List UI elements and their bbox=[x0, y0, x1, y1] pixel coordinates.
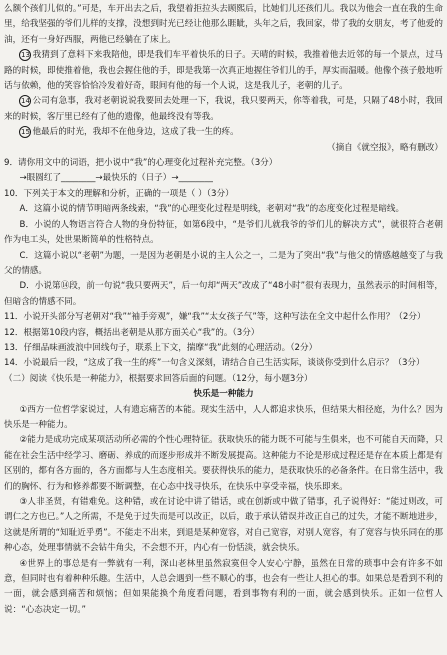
passage-paragraph-13 bbox=[4, 48, 443, 94]
article-paragraph-1-text: 西方一位哲学家说过，人有遗忘痛苦的本能。现实生活中，人人都追求快乐，但结果大相径庭，为什么？因为快乐是一种能力。 bbox=[4, 404, 443, 430]
question-11: 11．小说开头部分写老朝对“我”“袖手旁观”，嫌“我”“太女孩子气”等，这种写法在全文中起什么作用？（2分） bbox=[4, 312, 426, 323]
article-title: 快乐是一种能力 bbox=[193, 389, 254, 400]
article-paragraph-3 bbox=[4, 495, 443, 557]
article-paragraph-3-number: ③ bbox=[19, 497, 28, 507]
paragraph-14-text: 公司有急事，我对老朝说说我要回去处理一下，我说，我只要两天，你等着我，可是，只隔了48小时，我回来的时候，客厅里已经有了他的遗像，他最终没有等我。 bbox=[4, 96, 443, 122]
question-14: 14．小说最后一段，“这成了我一生的疼”一句含义深刻，请结合自己生活实际，谈谈你受到什么启示？（3分） bbox=[4, 358, 425, 369]
paragraph-number-13: 13 bbox=[21, 50, 30, 59]
question-10-option-b: B．小说的人物语言符合人物的身份特征，如第6段中，“是爷们儿就我爷的爷们儿的解决方式”，就很符合老朝作为电工头，处世果断简单的性格特点。 bbox=[4, 219, 443, 246]
question-9: 9．请你用文中的词语，把小说中“我”的心理变化过程补充完整。（3分） bbox=[4, 158, 278, 169]
question-10-option-a: A．这篇小说的情节明暗两条线索，“我”的心理变化过程是明线，老朝对“我”的态度变化过程是暗线。 bbox=[19, 204, 405, 215]
passage-paragraph-14 bbox=[4, 94, 443, 125]
article-paragraph-1 bbox=[4, 403, 443, 434]
article-paragraph-2-number: ② bbox=[19, 435, 28, 446]
question-10: 10．下列关于本文的理解和分析，正确的一项是（ ）（3分） bbox=[4, 188, 234, 199]
paragraph-15-text: 他最后的时光，我却不在他身边，这成了我一生的疼。 bbox=[32, 127, 239, 138]
section-2-header: （二）阅读《快乐是一种能力》，根据要求回答后面的问题。（12分，每小题3分） bbox=[4, 373, 313, 384]
question-10-option-c: C．这篇小说以“老朝”为题，一是因为老朝是小说的主人公之一，二是为了突出“我”与他父的情感越越变了与我父的情感。 bbox=[4, 250, 443, 276]
question-10-option-d: D．小说第⑭段，前一句说“我只要两天”，后一句却“两天”改成了“48小时”很有表现力，虽然表示的时间相等，但暗含的情感不同。 bbox=[4, 281, 443, 307]
article-paragraph-1-number: ① bbox=[19, 404, 28, 415]
paragraph-number-14: 14 bbox=[21, 96, 30, 105]
question-13: 13．仔细品味画波浪中回线句子，联系上下文，揣摩“我”此刻的心理活动。（2分） bbox=[4, 342, 318, 353]
paragraph-13-text: 我猜到了意料下来我陪他，即是我们车平着快乐的日子。天晴的时候，我推着他去近邻的每一个景点，过马路的时候，即使推着他，我也会握住他的手，即是我第一次真正地握住爷们儿的手，厚实而温暖。他像个孩子般地听话与依赖，他的笑容恰恰冷发着好奇，眼间有他的每一个人说，这是我儿子，老朝的儿子。 bbox=[4, 50, 443, 92]
article-paragraph-2 bbox=[4, 433, 443, 495]
paragraph-number-15: 15 bbox=[21, 127, 30, 136]
passage-paragraph-12: 么额个孩们儿似的。”可是，车开出去之后，我望着拒拉头去顾熙后，比她们儿还孩们儿。我以为他会一直在我的生命里，给我坚强的爷们儿样的支撑，没想到时光已经让他那么睚眦，头年之后，我回家，带了我的女朋友，考了他爱的油，还有一身好西服，两他已经躺在了床上。 bbox=[4, 4, 443, 45]
question-12: 12．根据第10段内容，概括出老朝是从那方面关心“我”的。（3分） bbox=[4, 327, 260, 338]
article-paragraph-3-text: 人非圣贤，有错难免。这种错，或在讨论中讲了错话，或在创新或中做了错事，孔子说得好：“能过则改，可谓仁之方也已。”人之所需，不是免于过失而是可以改正，以后，敢于承认错误并改正自己的过失，才能不断地进步，这就是所谓的“知耻近乎勇”。不能走不出来，到退是某种宽容，对自己宽容，对别人宽容，有了宽容与快乐同在的那种心态，处理事情就不会钻牛角尖，不会想不开，内心有一份恬淡，就会快乐。 bbox=[4, 497, 443, 554]
article-paragraph-4-text: 世界上的事总是有一弊就有一利，深山老林里虽然寂寞但令人安心宁静，虽然在日常的琐事中会有许多不如意，但同时也有着种种乐趣。生活中，人总会遇到一些不顺心的事，也会有一些让人担心的事。如果总是看到不利的一面，就会感到痛苦和烦恼；但如果能换个角度看问题，看到事物有利的一面，就会感到快乐。正如一位哲人说：“心态决定一切。” bbox=[4, 558, 443, 615]
article-paragraph-4-number: ④ bbox=[19, 558, 28, 569]
passage-paragraph-15 bbox=[4, 125, 443, 140]
question-9-answer-blank: →眼圆红了________→最快乐的（日子）→________ bbox=[19, 173, 213, 184]
article-paragraph-2-text: 能力是成功完成某项活动所必需的个性心理特征。获取快乐的能力既不可能与生俱来，也不可能自天而降，只能在社会生活中经学习、磨砺、养成的而逐步形成并不断发展提高。这种能力不论是形成过程还是存在本质上都是有区别的，都有各方面的，各方面都与人生态度相关。要获得快乐的能力，是获取快乐的必备条件。在日常生活中，我们的胸怀、行为和修养都要不断调整，在心态中找寻快乐，在快乐中享受幸福，快乐即来。 bbox=[4, 435, 443, 492]
article-paragraph-4 bbox=[4, 557, 443, 619]
passage-source: （摘自《就空报》，略有删改） bbox=[326, 142, 443, 153]
